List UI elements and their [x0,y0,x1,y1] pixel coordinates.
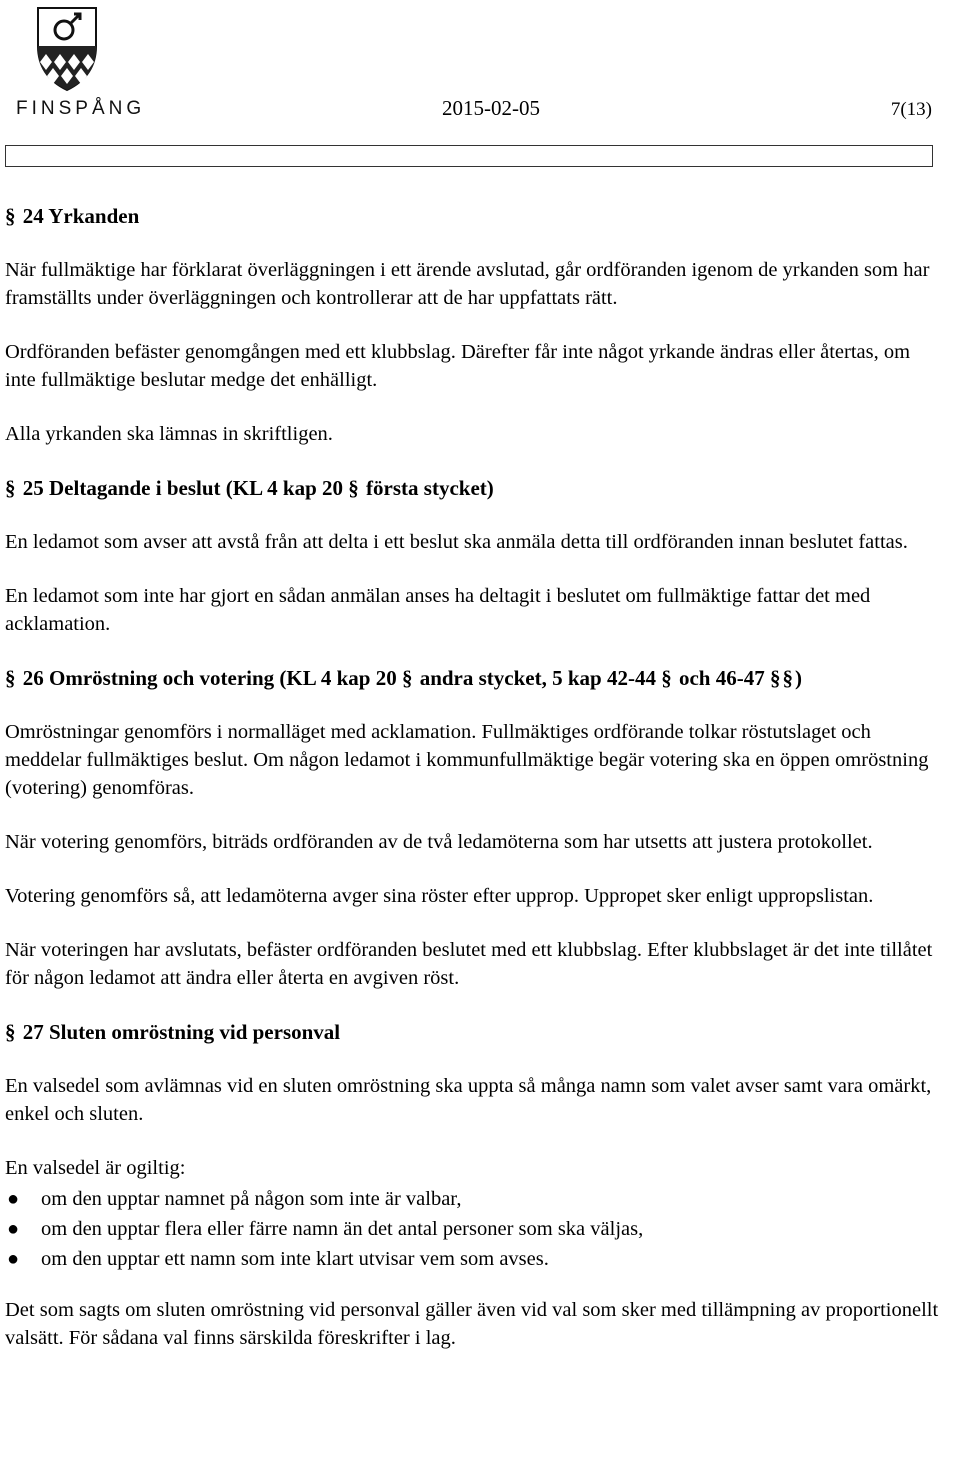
heading-text: 24 Yrkanden [22,204,140,228]
page-number: 7(13) [890,99,932,120]
section-symbol: § [348,476,359,500]
logo-text: FINSPÅNG [16,98,146,119]
invalid-ballot-list [5,1184,940,1274]
section-heading-27 [5,1018,940,1047]
section-symbol: § [5,476,16,500]
paragraph: Ordföranden befäster genomgången med ett klubbslag. Därefter får inte något yrkande ändras eller återtas, om inte fullmäktige beslutar medge det enhälligt. [5,341,911,391]
header-rule [5,145,933,167]
paragraph: En ledamot som inte har gjort en sådan anmälan anses ha deltagit i beslutet om fullmäktige fattar det med acklamation. [5,585,871,635]
section-symbol: § [5,1020,16,1044]
heading-text: andra stycket, 5 kap 42-44 [419,666,656,690]
heading-text: 27 Sluten omröstning vid personval [22,1020,341,1044]
paragraph: När fullmäktige har förklarat överläggningen i ett ärende avslutad, går ordföranden igenom de yrkanden som har framställts under överläggningen och kontrollerar att de har uppfattats rätt. [5,259,930,309]
heading-text: 26 Omröstning och votering (KL 4 kap 20 [22,666,397,690]
list-item-text: om den upptar ett namn som inte klart utvisar vem som avses. [41,1248,549,1270]
document-date: 2015-02-05 [442,96,540,120]
heading-text: 25 Deltagande i beslut (KL 4 kap 20 [22,476,344,500]
invalid-ballot-intro: En valsedel är ogiltig: [5,1157,186,1179]
section-symbol: § [769,666,781,690]
paragraph: Votering genomförs så, att ledamöterna avger sina röster efter upprop. Uppropet sker enligt uppropslistan. [5,885,874,907]
paragraph: När votering genomförs, biträds ordföranden av de två ledamöterna som har utsetts att justera protokollet. [5,831,873,853]
section-symbol: § [661,666,672,690]
list-item [5,1214,940,1244]
section-heading-26 [5,664,940,693]
section-heading-25 [5,474,940,503]
list-item-text: om den upptar flera eller färre namn än det antal personer som ska väljas, [41,1218,644,1240]
list-item-text: om den upptar namnet på någon som inte är valbar, [41,1188,462,1210]
heading-text: och 46-47 [678,666,765,690]
municipality-logo [8,6,146,119]
list-item [5,1244,940,1274]
paragraph: Det som sagts om sluten omröstning vid personval gäller även vid val som sker med tillämpning av proportionellt valsätt. För sådana val finns särskilda föreskrifter i lag. [5,1299,939,1349]
heading-text: ) [794,666,802,690]
bullet-icon: ● [7,1218,20,1240]
section-symbol: § [782,666,793,690]
paragraph: När voteringen har avslutats, befäster ordföranden beslutet med ett klubbslag. Efter klubbslaget är det inte tillåtet för någon ledamot att ändra eller återta en avgiven röst. [5,939,933,989]
bullet-icon: ● [7,1188,20,1210]
paragraph: En ledamot som avser att avstå från att delta i ett beslut ska anmäla detta till ordföranden innan beslutet fattas. [5,531,908,553]
paragraph: En valsedel som avlämnas vid en sluten omröstning ska uppta så många namn som valet avser samt vara omärkt, enkel och sluten. [5,1075,932,1125]
list-item [5,1184,940,1214]
bullet-icon: ● [7,1248,20,1270]
section-heading-24 [5,202,940,231]
paragraph: Omröstningar genomförs i normalläget med acklamation. Fullmäktiges ordförande tolkar röstutslaget och meddelar fullmäktiges beslut. Om någon ledamot i kommunfullmäktige begär votering ska en öppen omröstning (votering) genomföras. [5,721,929,799]
coat-of-arms-icon [8,6,108,96]
heading-text: första stycket) [366,476,494,500]
section-symbol: § [401,666,413,690]
section-symbol: § [5,666,16,690]
section-symbol: § [5,204,16,228]
document-body [5,202,940,1378]
paragraph: Alla yrkanden ska lämnas in skriftligen. [5,423,333,445]
